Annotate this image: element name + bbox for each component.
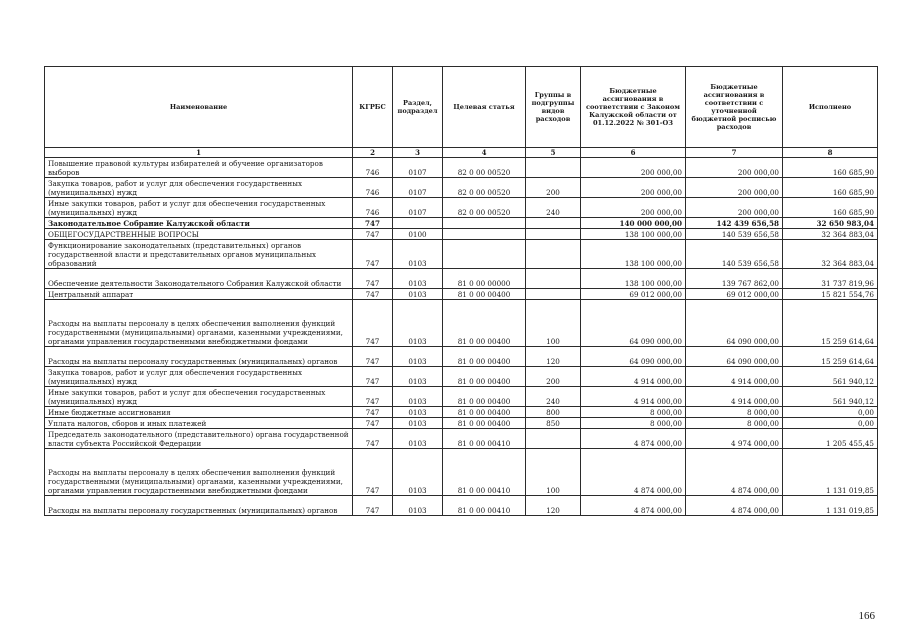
cell-group: 800 (526, 407, 581, 418)
cell-target: 81 0 00 00400 (443, 418, 526, 429)
cell-group (526, 269, 581, 289)
column-number: 3 (393, 148, 443, 158)
cell-section: 0103 (393, 429, 443, 449)
cell-kgrbs: 747 (353, 449, 393, 496)
cell-kgrbs: 747 (353, 387, 393, 407)
cell-group (526, 158, 581, 178)
cell-name: ОБЩЕГОСУДАРСТВЕННЫЕ ВОПРОСЫ (45, 229, 353, 240)
column-number: 6 (581, 148, 686, 158)
cell-executed: 1 131 019,85 (783, 449, 878, 496)
table-row (45, 218, 878, 229)
cell-target: 81 0 00 00400 (443, 300, 526, 347)
cell-name: Функционирование законодательных (представительных) органов государственной власти и представительных органов муниципальных образований (45, 240, 353, 269)
table-row (45, 429, 878, 449)
cell-group (526, 229, 581, 240)
cell-law: 8 000,00 (581, 418, 686, 429)
cell-name: Иные закупки товаров, работ и услуг для обеспечения государственных (муниципальных) нужд (45, 198, 353, 218)
cell-revised: 142 439 656,58 (686, 218, 783, 229)
cell-kgrbs: 747 (353, 418, 393, 429)
cell-kgrbs: 747 (353, 429, 393, 449)
cell-kgrbs: 747 (353, 229, 393, 240)
header-law: Бюджетные ассигнования в соответствии с Законом Калужской области от 01.12.2022 № 301-ОЗ (581, 67, 686, 148)
cell-executed: 15 259 614,64 (783, 347, 878, 367)
table-row (45, 347, 878, 367)
cell-executed: 160 685,90 (783, 158, 878, 178)
column-number: 7 (686, 148, 783, 158)
table-row (45, 496, 878, 516)
cell-target: 82 0 00 00520 (443, 158, 526, 178)
cell-section: 0100 (393, 229, 443, 240)
cell-kgrbs: 747 (353, 240, 393, 269)
cell-executed: 0,00 (783, 407, 878, 418)
cell-target: 81 0 00 00400 (443, 387, 526, 407)
cell-name: Расходы на выплаты персоналу государственных (муниципальных) органов (45, 496, 353, 516)
cell-revised: 140 539 656,58 (686, 240, 783, 269)
cell-law: 138 100 000,00 (581, 240, 686, 269)
cell-revised: 4 874 000,00 (686, 496, 783, 516)
cell-law: 64 090 000,00 (581, 300, 686, 347)
cell-name: Законодательное Собрание Калужской области (45, 218, 353, 229)
table-header-row (45, 67, 878, 148)
cell-section: 0103 (393, 300, 443, 347)
cell-executed: 15 821 554,76 (783, 289, 878, 300)
header-groups: Группы в подгруппы видов расходов (526, 67, 581, 148)
header-name: Наименование (45, 67, 353, 148)
header-executed: Исполнено (783, 67, 878, 148)
cell-target: 81 0 00 00400 (443, 407, 526, 418)
column-number: 4 (443, 148, 526, 158)
table-row (45, 418, 878, 429)
cell-revised: 140 539 656,58 (686, 229, 783, 240)
cell-section: 0103 (393, 418, 443, 429)
cell-law: 64 090 000,00 (581, 347, 686, 367)
table-row (45, 387, 878, 407)
cell-target: 82 0 00 00520 (443, 178, 526, 198)
table-row (45, 367, 878, 387)
cell-executed: 160 685,90 (783, 178, 878, 198)
cell-group (526, 429, 581, 449)
header-target: Целевая статья (443, 67, 526, 148)
cell-group: 100 (526, 300, 581, 347)
cell-target (443, 240, 526, 269)
cell-kgrbs: 747 (353, 367, 393, 387)
cell-name: Расходы на выплаты персоналу государственных (муниципальных) органов (45, 347, 353, 367)
page-number: 166 (858, 610, 875, 622)
cell-kgrbs: 747 (353, 496, 393, 516)
cell-kgrbs: 747 (353, 218, 393, 229)
cell-kgrbs: 746 (353, 198, 393, 218)
cell-executed: 32 650 983,04 (783, 218, 878, 229)
cell-group: 200 (526, 367, 581, 387)
cell-section: 0103 (393, 449, 443, 496)
cell-group: 120 (526, 496, 581, 516)
cell-revised: 64 090 000,00 (686, 300, 783, 347)
cell-name: Иные закупки товаров, работ и услуг для обеспечения государственных (муниципальных) нужд (45, 387, 353, 407)
cell-target: 81 0 00 00400 (443, 367, 526, 387)
cell-revised: 200 000,00 (686, 178, 783, 198)
cell-law: 4 874 000,00 (581, 449, 686, 496)
cell-revised: 4 874 000,00 (686, 449, 783, 496)
cell-law: 8 000,00 (581, 407, 686, 418)
cell-target: 81 0 00 00410 (443, 496, 526, 516)
cell-revised: 8 000,00 (686, 418, 783, 429)
cell-executed: 31 737 819,96 (783, 269, 878, 289)
cell-name: Центральный аппарат (45, 289, 353, 300)
table-row (45, 300, 878, 347)
cell-target: 81 0 00 00400 (443, 289, 526, 300)
table-body (45, 158, 878, 516)
cell-revised: 64 090 000,00 (686, 347, 783, 367)
cell-kgrbs: 746 (353, 178, 393, 198)
table-row (45, 449, 878, 496)
cell-section: 0103 (393, 367, 443, 387)
cell-executed: 160 685,90 (783, 198, 878, 218)
cell-group (526, 240, 581, 269)
cell-section: 0107 (393, 158, 443, 178)
cell-target (443, 218, 526, 229)
table-row (45, 240, 878, 269)
cell-target (443, 229, 526, 240)
cell-group (526, 218, 581, 229)
budget-table (44, 66, 878, 516)
cell-revised: 139 767 862,00 (686, 269, 783, 289)
table-row (45, 158, 878, 178)
cell-revised: 200 000,00 (686, 198, 783, 218)
cell-group: 100 (526, 449, 581, 496)
header-section: Раздел, подраздел (393, 67, 443, 148)
cell-revised: 69 012 000,00 (686, 289, 783, 300)
cell-executed: 32 364 883,04 (783, 240, 878, 269)
cell-section: 0107 (393, 178, 443, 198)
cell-target: 81 0 00 00400 (443, 347, 526, 367)
cell-kgrbs: 747 (353, 289, 393, 300)
cell-law: 140 000 000,00 (581, 218, 686, 229)
table-row (45, 198, 878, 218)
cell-law: 138 100 000,00 (581, 269, 686, 289)
header-kgrbs: КГРБС (353, 67, 393, 148)
cell-group: 850 (526, 418, 581, 429)
cell-revised: 200 000,00 (686, 158, 783, 178)
cell-revised: 8 000,00 (686, 407, 783, 418)
column-number: 5 (526, 148, 581, 158)
column-number: 1 (45, 148, 353, 158)
cell-section: 0103 (393, 269, 443, 289)
table-row (45, 289, 878, 300)
cell-group: 120 (526, 347, 581, 367)
cell-executed: 15 259 614,64 (783, 300, 878, 347)
cell-law: 200 000,00 (581, 178, 686, 198)
cell-law: 200 000,00 (581, 198, 686, 218)
cell-group: 200 (526, 178, 581, 198)
cell-name: Иные бюджетные ассигнования (45, 407, 353, 418)
cell-section: 0103 (393, 240, 443, 269)
cell-executed: 32 364 883,04 (783, 229, 878, 240)
cell-law: 4 914 000,00 (581, 367, 686, 387)
cell-revised: 4 914 000,00 (686, 387, 783, 407)
cell-executed: 0,00 (783, 418, 878, 429)
cell-section: 0103 (393, 407, 443, 418)
table-row (45, 269, 878, 289)
cell-section: 0103 (393, 289, 443, 300)
cell-section (393, 218, 443, 229)
cell-section: 0103 (393, 496, 443, 516)
cell-group: 240 (526, 387, 581, 407)
cell-kgrbs: 747 (353, 300, 393, 347)
cell-group: 240 (526, 198, 581, 218)
table-row (45, 229, 878, 240)
cell-name: Закупка товаров, работ и услуг для обеспечения государственных (муниципальных) нужд (45, 178, 353, 198)
cell-section: 0103 (393, 347, 443, 367)
cell-law: 138 100 000,00 (581, 229, 686, 240)
cell-law: 200 000,00 (581, 158, 686, 178)
cell-name: Уплата налогов, сборов и иных платежей (45, 418, 353, 429)
cell-name: Обеспечение деятельности Законодательного Собрания Калужской области (45, 269, 353, 289)
cell-name: Расходы на выплаты персоналу в целях обеспечения выполнения функций государственными (муниципальными) органами, казенными учреждениями, органами управления государственными внебюджетными фондами (45, 300, 353, 347)
column-number-row (45, 148, 878, 158)
cell-executed: 561 940,12 (783, 367, 878, 387)
cell-law: 4 874 000,00 (581, 496, 686, 516)
cell-name: Закупка товаров, работ и услуг для обеспечения государственных (муниципальных) нужд (45, 367, 353, 387)
cell-law: 69 012 000,00 (581, 289, 686, 300)
column-number: 2 (353, 148, 393, 158)
cell-executed: 1 131 019,85 (783, 496, 878, 516)
header-revised: Бюджетные ассигнования в соответствии с уточненной бюджетной росписью расходов (686, 67, 783, 148)
cell-group (526, 289, 581, 300)
cell-law: 4 874 000,00 (581, 429, 686, 449)
cell-executed: 1 205 455,45 (783, 429, 878, 449)
cell-target: 82 0 00 00520 (443, 198, 526, 218)
cell-target: 81 0 00 00410 (443, 429, 526, 449)
cell-kgrbs: 747 (353, 269, 393, 289)
cell-name: Расходы на выплаты персоналу в целях обеспечения выполнения функций государственными (муниципальными) органами, казенными учреждениями, органами управления государственными внебюджетными фондами (45, 449, 353, 496)
table-row (45, 178, 878, 198)
cell-kgrbs: 747 (353, 347, 393, 367)
cell-section: 0107 (393, 198, 443, 218)
cell-name: Повышение правовой культуры избирателей и обучение организаторов выборов (45, 158, 353, 178)
cell-kgrbs: 747 (353, 407, 393, 418)
cell-revised: 4 914 000,00 (686, 367, 783, 387)
cell-name: Председатель законодательного (представительного) органа государственной власти субъекта Российской Федерации (45, 429, 353, 449)
table-row (45, 407, 878, 418)
cell-target: 81 0 00 00410 (443, 449, 526, 496)
cell-kgrbs: 746 (353, 158, 393, 178)
cell-target: 81 0 00 00000 (443, 269, 526, 289)
cell-executed: 561 940,12 (783, 387, 878, 407)
column-number: 8 (783, 148, 878, 158)
cell-revised: 4 974 000,00 (686, 429, 783, 449)
cell-section: 0103 (393, 387, 443, 407)
cell-law: 4 914 000,00 (581, 387, 686, 407)
